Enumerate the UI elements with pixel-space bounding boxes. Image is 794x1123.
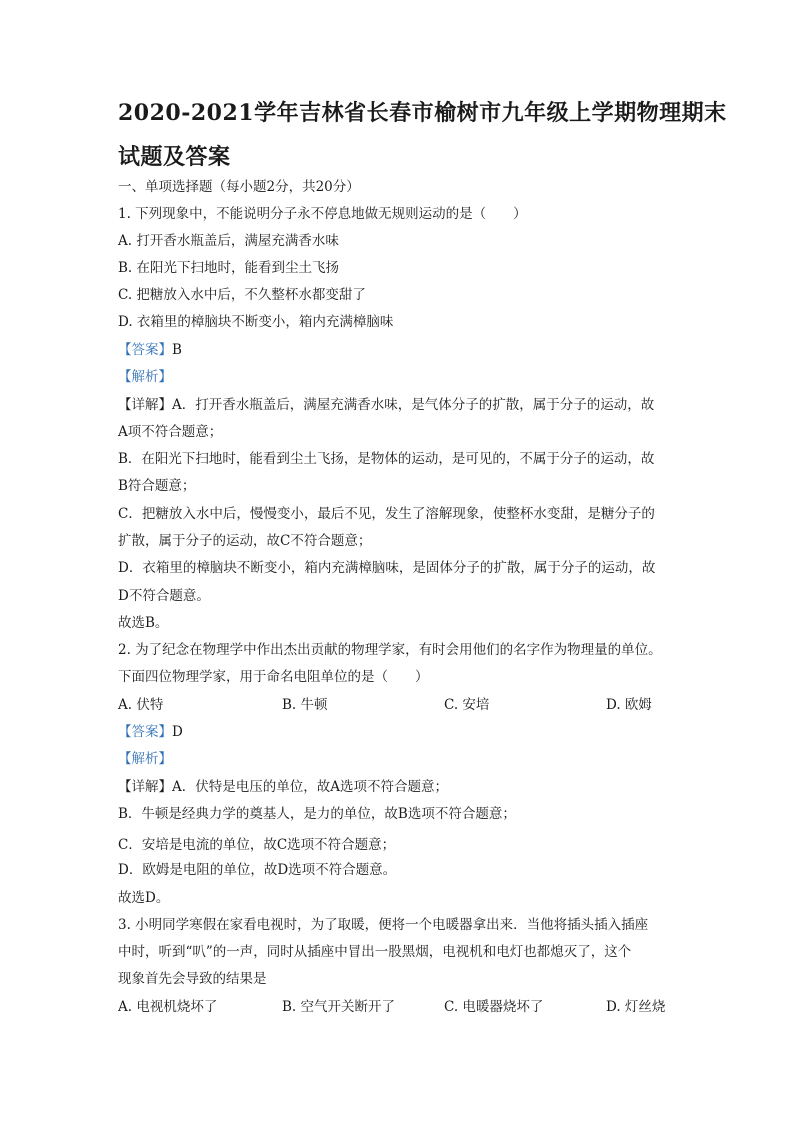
q1-option-b: B. 在阳光下扫地时，能看到尘土飞扬 — [118, 260, 340, 276]
q1-answer — [118, 341, 182, 359]
document-title-line-1: 2020-2021学年吉林省长春市榆树市九年级上学期物理期末 — [118, 100, 727, 126]
q1-option-a: A. 打开香水瓶盖后，满屋充满香水味 — [118, 233, 339, 249]
q2-stem-line-1: 2. 为了纪念在物理学中作出杰出贡献的物理学家，有时会用他们的名字作为物理量的单位。 — [118, 642, 662, 658]
q2-option-a: A. 伏特 — [118, 697, 164, 713]
q1-detail-line-4: B符合题意； — [118, 478, 196, 494]
q1-analysis-tag: 【解析】 — [118, 369, 172, 385]
q1-stem: 1. 下列现象中，不能说明分子永不停息地做无规则运动的是（ ） — [118, 206, 527, 222]
q2-answer — [118, 723, 183, 741]
q1-conclusion: 故选B。 — [118, 615, 169, 631]
q2-option-d: D. 欧姆 — [606, 697, 652, 713]
q1-detail-text-1: A．打开香水瓶盖后，满屋充满香水味，是气体分子的扩散，属于分子的运动，故 — [172, 397, 655, 413]
q3-stem-line-2: 中时，听到“叭”的一声，同时从插座中冒出一股黑烟，电视机和电灯也都熄灭了，这个 — [118, 944, 632, 960]
q1-detail-line-5: C．把糖放入水中后，慢慢变小，最后不见，发生了溶解现象，使整杯水变甜，是糖分子的 — [118, 506, 655, 522]
q2-detail-text-1: A．伏特是电压的单位，故A选项不符合题意； — [172, 779, 448, 795]
q1-option-d: D. 衣箱里的樟脑块不断变小，箱内充满樟脑味 — [118, 314, 394, 330]
q2-answer-value: D — [172, 724, 183, 740]
q3-option-a: A. 电视机烧坏了 — [118, 999, 218, 1015]
q1-detail-line-6: 扩散，属于分子的运动，故C不符合题意； — [118, 533, 372, 549]
q2-detail-line-1 — [118, 778, 448, 796]
q2-option-c: C. 安培 — [444, 697, 490, 713]
q1-option-c: C. 把糖放入水中后，不久整杯水都变甜了 — [118, 287, 366, 303]
q2-detail-line-3: C．安培是电流的单位，故C选项不符合题意； — [118, 837, 396, 853]
q3-stem-line-1: 3. 小明同学寒假在家看电视时，为了取暖，便将一个电暖器拿出来．当他将插头插入插座 — [118, 917, 649, 933]
q3-stem-line-3: 现象首先会导致的结果是 — [118, 971, 267, 987]
q3-option-d: D. 灯丝烧 — [606, 999, 666, 1015]
q1-answer-tag: 【答案】 — [118, 342, 172, 358]
document-title-line-2: 试题及答案 — [118, 144, 231, 170]
q2-stem-line-2: 下面四位物理学家，用于命名电阻单位的是（ ） — [118, 669, 429, 685]
q1-detail-line-2: A项不符合题意； — [118, 424, 223, 440]
q2-detail-tag: 【详解】 — [118, 779, 172, 795]
q3-option-c: C. 电暖器烧坏了 — [444, 999, 544, 1015]
q2-analysis-tag: 【解析】 — [118, 751, 172, 767]
q1-detail-line-7: D．衣箱里的樟脑块不断变小，箱内充满樟脑味，是固体分子的扩散，属于分子的运动，故 — [118, 560, 656, 576]
q2-detail-line-2: B．牛顿是经典力学的奠基人，是力的单位，故B选项不符合题意； — [118, 806, 516, 822]
q1-detail-line-8: D不符合题意。 — [118, 588, 210, 604]
q1-detail-tag: 【详解】 — [118, 397, 172, 413]
q3-option-b: B. 空气开关断开了 — [282, 999, 396, 1015]
q2-option-b: B. 牛顿 — [282, 697, 328, 713]
q1-detail-line-3: B．在阳光下扫地时，能看到尘土飞扬，是物体的运动，是可见的，不属于分子的运动，故 — [118, 451, 655, 467]
q2-conclusion: 故选D。 — [118, 890, 170, 906]
section-heading: 一、单项选择题（每小题2分，共20分） — [118, 179, 360, 195]
q1-detail-line-1 — [118, 396, 654, 414]
q2-answer-tag: 【答案】 — [118, 724, 172, 740]
q2-detail-line-4: D．欧姆是电阻的单位，故D选项不符合题意。 — [118, 862, 397, 878]
q1-answer-value: B — [172, 342, 182, 358]
